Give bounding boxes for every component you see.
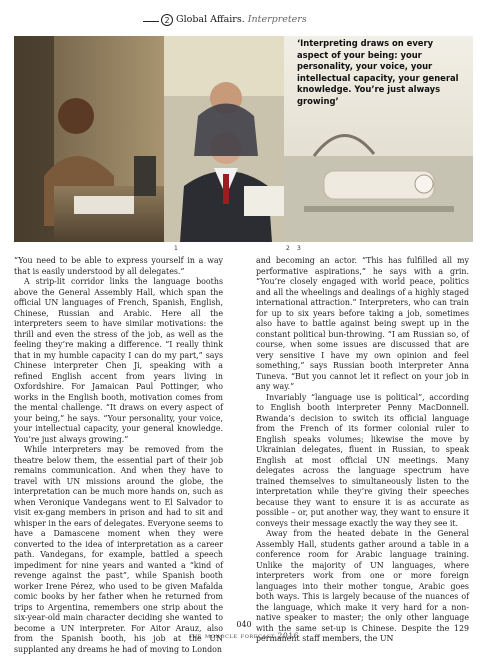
figure-number-1: 1 — [174, 245, 178, 252]
header-rule — [143, 21, 159, 22]
section-number-badge: 2 — [161, 14, 173, 26]
publication-footer: the monocle forecast 2016 — [188, 631, 300, 640]
paragraph: “You need to be able to express yourself in a way that is easily understood by all delegates.” — [14, 256, 223, 276]
paragraph: Invariably “language use is political”, according to English booth interpreter Penny MacDonnell. Rwanda’s decision to switch its official language from the French of its former colonial ruler to English speaks volumes; likewise the move by Ukrainian delegates, fluent in Russian, to speak English at most official UN meetings. Many delegates across the language spectrum have trained themselves to simultaneously listen to the interpretation while they’re giving their speeches because they want to ensure it is as accurate as possible – or, put another way, they want to ensure it conveys their message exactly the way they see it. — [256, 392, 469, 528]
paragraph: While interpreters may be removed from the theatre below them, the essential part of their job remains communication. And when they have to travel with UN missions around the globe, the interpretation can be much more hands on, such as when Veronique Vandegans went to El Salvador to visit ex-gang members in prison and had to sit and whisper in the ears of delegates. Everyone seems to have a Damascene moment when they were converted to the idea of interpretation as a career path. Vandegans, for example, battled a speech impediment for nine years and wanted a “kind of revenge against the past”, while Spanish booth worker Irene Pérez, who used to be given Mafalda comic books by her father when he returned from trips to Argentina, remembers one strip about the six-year-old main character deciding she wanted to become a UN interpreter. For Aitor Arauz, also from the Spanish booth, his job at the UN supplanted any dreams he had of moving to London — [14, 445, 223, 654]
page-number: 040 — [236, 620, 252, 629]
figure-number-2: 2 — [286, 245, 290, 252]
paragraph: Away from the heated debate in the General Assembly Hall, students gather around a table in a conference room for Arabic language training. Unlike the majority of UN languages, where interpreters work from one or more foreign languages into their mother tongue, Arabic goes both ways. This is largely because of the nuances of the language, which make it very hard for a non-native speaker to master; the only other language with the same set-up is Chinese. Despite the 129 permanent staff members, the UN — [256, 529, 469, 643]
article-column-left — [14, 256, 223, 655]
section-subtitle: Interpreters — [247, 14, 307, 25]
section-title-text: Global Affairs. — [176, 14, 245, 25]
paragraph: A strip-lit corridor links the language booths above the General Assembly Hall, which span the official UN languages of French, Spanish, English, Chinese, Russian and Arabic. Here all the interpreters seem to have similar motivations: the thrill and even the stress of the job, as well as the feeling they’re making a difference. “I really think that in my humble capacity I can do my part,” says Chinese interpreter Chen Ji, speaking with a refined English accent from years living in Oxfordshire. For Jamaican Paul Pottinger, who works in the English booth, motivation comes from the mental challenge. “It draws on every aspect of your being,” he says. “Your personality, your voice, your intellectual capacity, your general knowledge. You’re just always growing.” — [14, 277, 223, 444]
section-title — [176, 14, 307, 26]
article-column-right — [256, 256, 469, 645]
pull-quote: ‘Interpreting draws on every aspect of your being: your personality, your voice, your intellectual capacity, your general knowledge. You’re just always growing’ — [297, 38, 459, 106]
figure-numbers — [0, 245, 488, 255]
section-header — [0, 14, 488, 28]
figure-number-3: 3 — [297, 245, 301, 252]
paragraph: and becoming an actor. “This has fulfilled all my performative aspirations,” he says with a grin. “You’re closely engaged with world peace, politics and all the wheelings and dealings of a highly staged international attraction.” Interpreters, who can train for up to six years before taking a job, sometimes also have to battle against being swept up in the constant political bun-throwing. “I am Russian so, of course, when some issues are discussed that are very sensitive I have my own opinion and feel something,” says Russian booth interpreter Anna Tuneva. “But you cannot let it reflect on your job in any way.” — [256, 256, 469, 391]
